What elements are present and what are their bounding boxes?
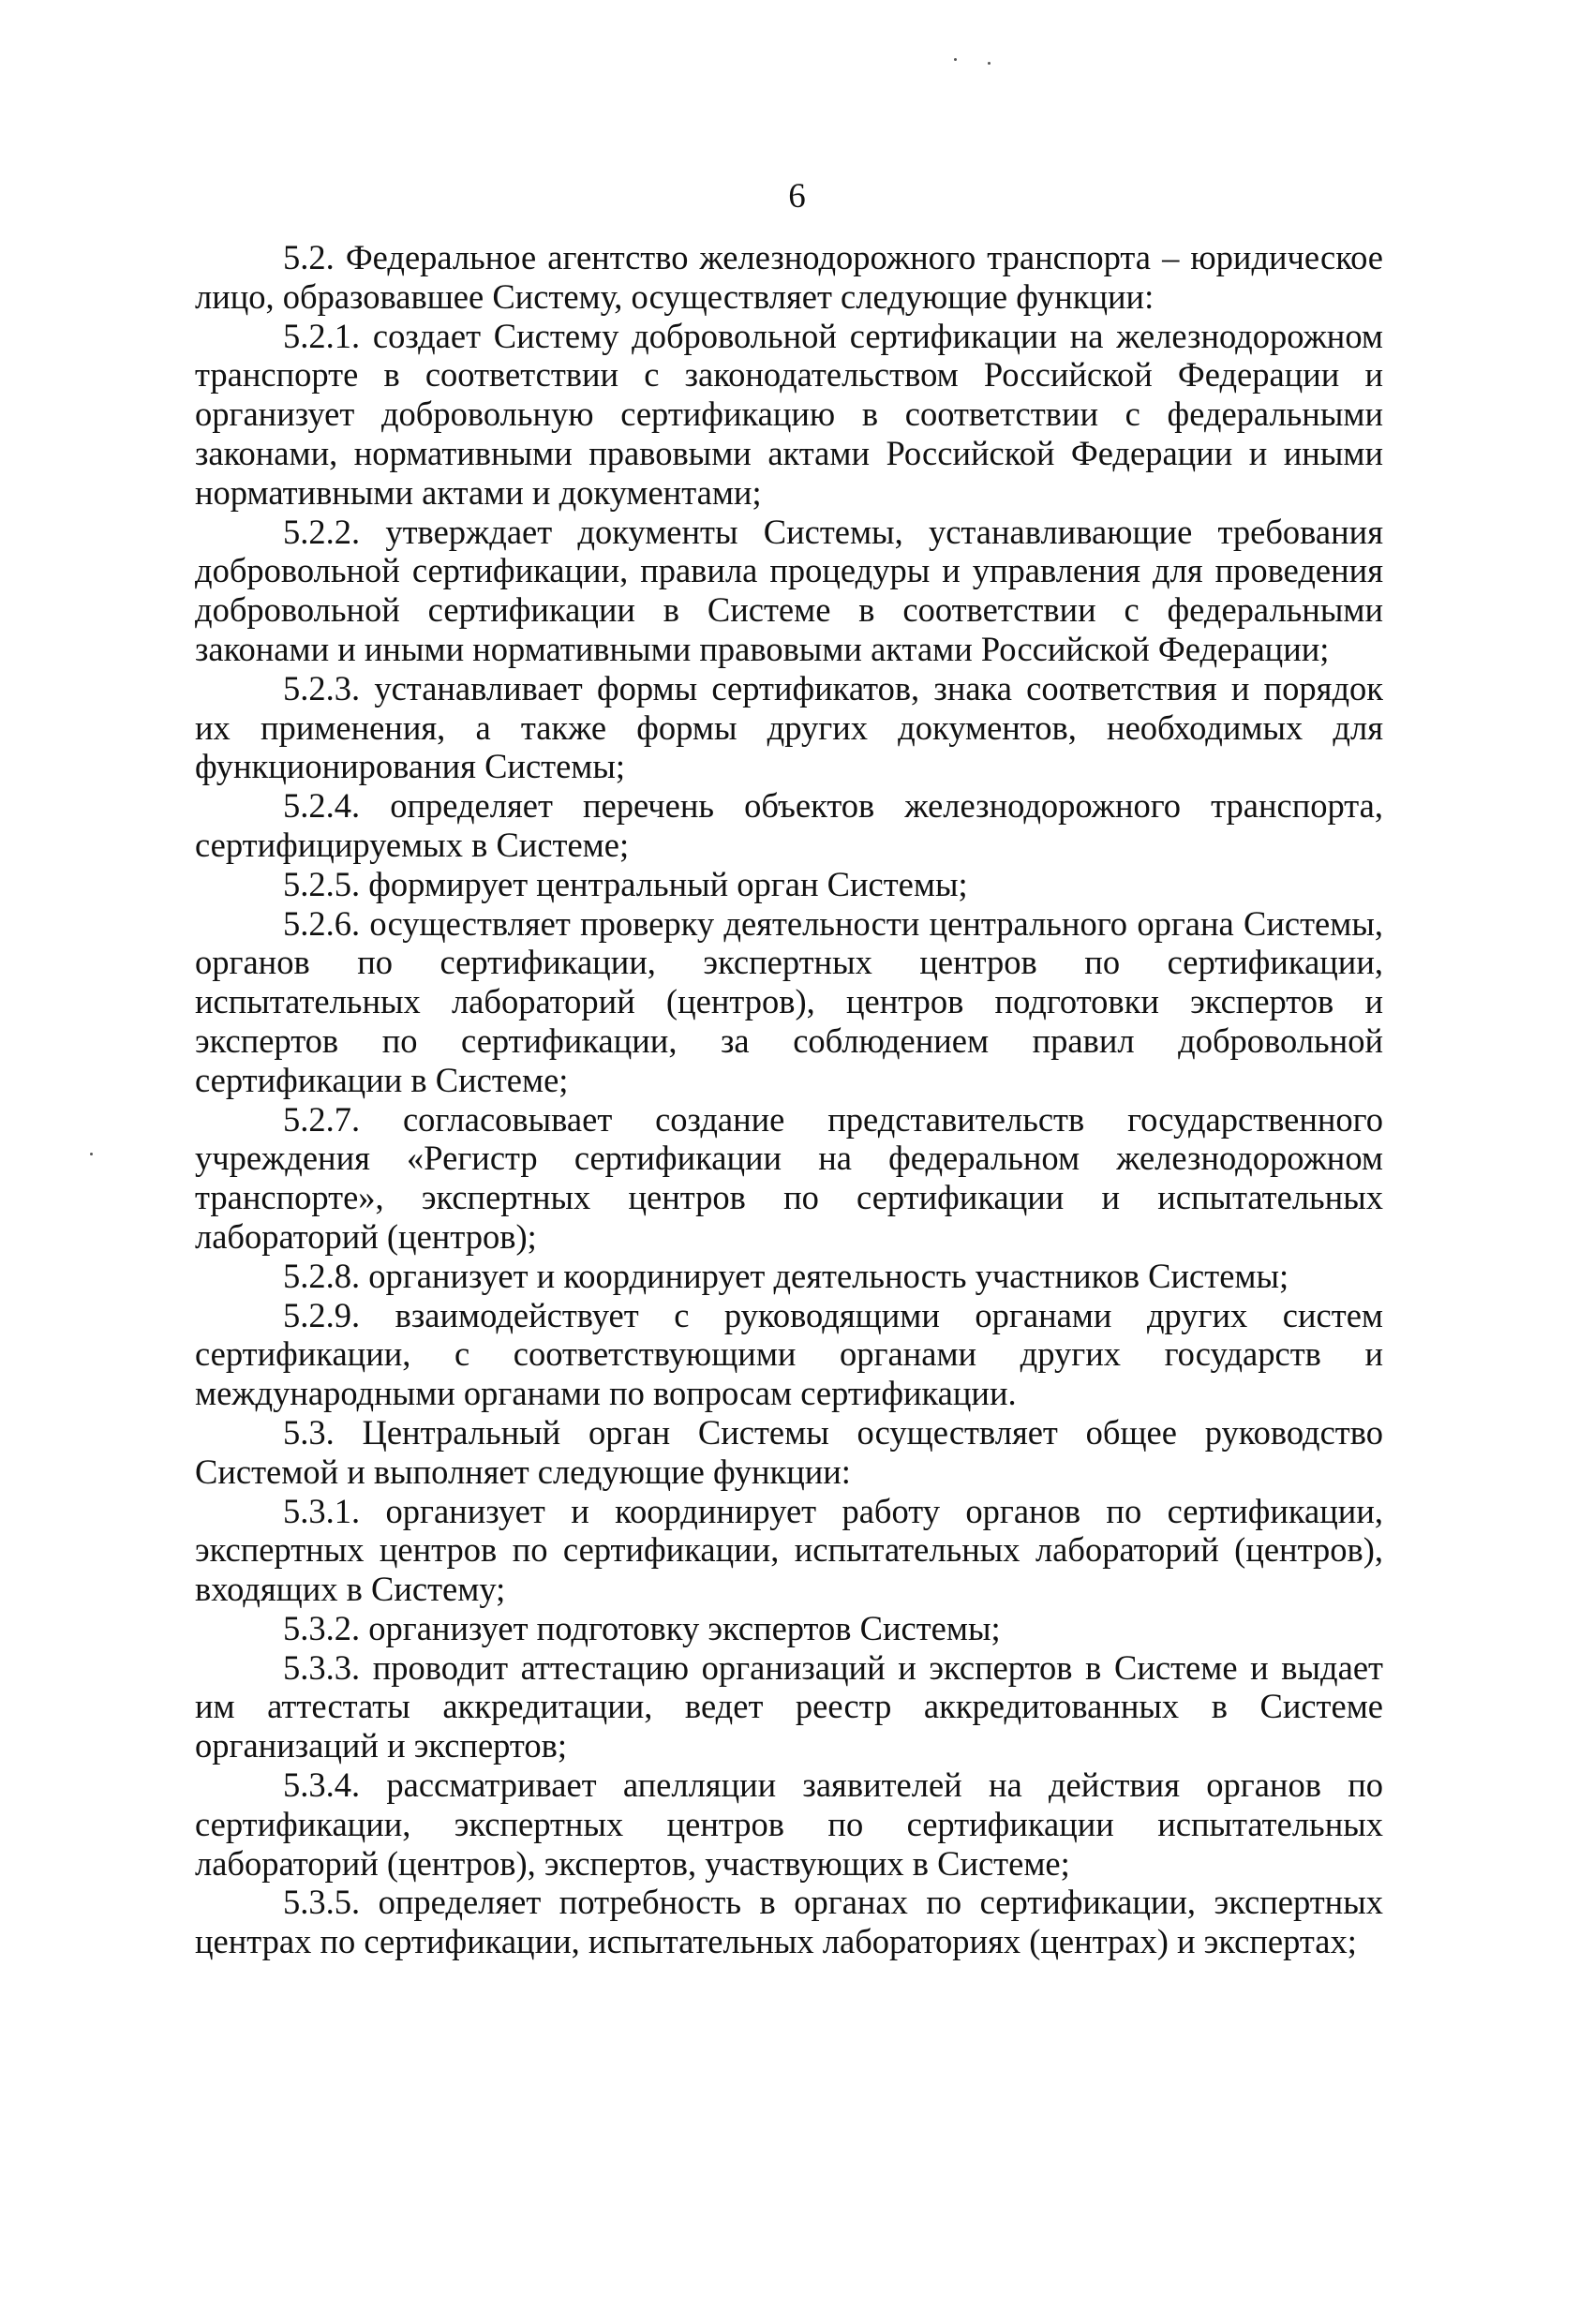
paragraph-5-2-5: 5.2.5. формирует центральный орган Системы; (283, 864, 968, 903)
paragraph-5-2-4: 5.2.4. определяет перечень объектов железнодорожного транспорта, сертифицируемых в Системе; (195, 786, 1383, 864)
scan-speck (90, 1153, 93, 1155)
paragraph-5-3: 5.3. Центральный орган Системы осуществляет общее руководство Системой и выполняет следующие функции: (195, 1412, 1383, 1491)
paragraph-5-3-4: 5.3.4. рассматривает апелляции заявителей на действия органов по сертификации, экспертных центров по сертификации испытательных лабораторий (центров), экспертов, участвующих в Системе; (195, 1765, 1383, 1883)
paragraph-5-2-7: 5.2.7. согласовывает создание представительств государственного учреждения «Регистр сертификации на федеральном железнодорожном транспорте», экспертных центров по сертификации и испытательных лабораторий (центров); (195, 1099, 1383, 1256)
paragraph-5-2-6: 5.2.6. осуществляет проверку деятельности центрального органа Системы, органов по сертификации, экспертных центров по сертификации, испытательных лабораторий (центров), центров подготовки экспертов и экспертов по сертификации, за соблюдением правил добровольной сертификации в Системе; (195, 903, 1383, 1099)
paragraph-5-3-5: 5.3.5. определяет потребность в органах по сертификации, экспертных центрах по сертификации, испытательных лабораториях (центрах) и экспертах; (195, 1883, 1383, 1961)
paragraph-5-2-1: 5.2.1. создает Систему добровольной сертификации на железнодорожном транспорте в соответствии с законодательством Российской Федерации и организует добровольную сертификацию в соответствии с федеральными законами, нормативными правовыми актами Российской Федерации и иными нормативными актами и документами; (195, 316, 1383, 512)
paragraph-5-2-2: 5.2.2. утверждает документы Системы, устанавливающие требования добровольной сертификации, правила процедуры и управления для проведения добровольной сертификации в Системе в соответствии с федеральными законами и иными нормативными правовыми актами Российской Федерации; (195, 512, 1383, 668)
paragraph-5-2-9: 5.2.9. взаимодействует с руководящими органами других систем сертификации, с соответствующими органами других государств и международными органами по вопросам сертификации. (195, 1295, 1383, 1413)
page-number: 6 (788, 177, 806, 216)
document-body (195, 238, 1383, 1961)
scan-speck (988, 62, 991, 65)
paragraph-5-3-2: 5.3.2. организует подготовку экспертов Системы; (283, 1608, 1001, 1647)
paragraph-5-2-8: 5.2.8. организует и координирует деятельность участников Системы; (283, 1256, 1289, 1295)
paragraph-5-2: 5.2. Федеральное агентство железнодорожного транспорта – юридическое лицо, образовавшее Систему, осуществляет следующие функции: (195, 238, 1383, 316)
paragraph-5-3-1: 5.3.1. организует и координирует работу органов по сертификации, экспертных центров по сертификации, испытательных лабораторий (центров), входящих в Систему; (195, 1491, 1383, 1609)
paragraph-5-2-3: 5.2.3. устанавливает формы сертификатов, знака соответствия и порядок их применения, а также формы других документов, необходимых для функционирования Системы; (195, 668, 1383, 786)
paragraph-5-3-3: 5.3.3. проводит аттестацию организаций и экспертов в Системе и выдает им аттестаты аккредитации, ведет реестр аккредитованных в Системе организаций и экспертов; (195, 1647, 1383, 1765)
scan-speck (954, 58, 957, 61)
